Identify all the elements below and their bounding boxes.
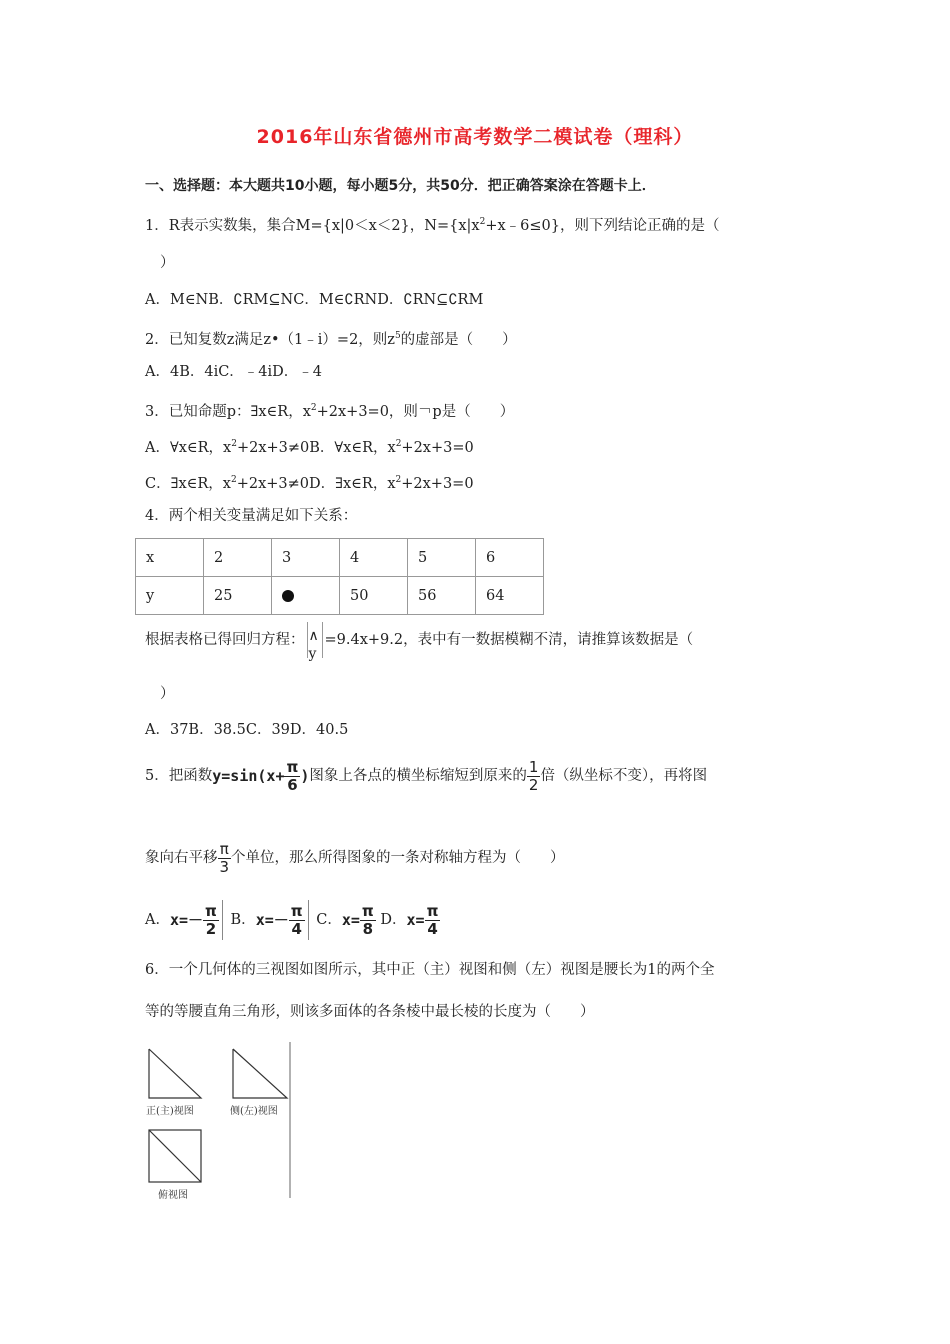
question-4-regression: 根据表格已得回归方程： ∧ y =9.4x+9.2，表中有一数据模糊不清，请推算该数据是（ [145, 622, 693, 658]
question-4-stem-end: ） [160, 686, 175, 702]
front-view-triangle [149, 1049, 201, 1098]
question-2-options: A．4B．4iC．﹣4iD．﹣4 [145, 364, 323, 380]
side-view-label: 侧(左)视图 [230, 1106, 278, 1117]
question-5-options: A．x=－ $\frac{\pi}{2}$ B．x=－ $\frac{\pi}{4}$ C．x= $\frac{\pi}{8}$ D．x= $\frac{\pi}{4}$ [145, 902, 439, 938]
section-heading: 一、选择题：本大题共10小题，每小题5分，共50分．把正确答案涂在答题卡上． [145, 178, 656, 194]
data-table [135, 538, 544, 615]
table-cell: 3 [272, 539, 340, 577]
fraction-pi-3: $\frac{\pi}{3}$ [219, 839, 230, 876]
table-cell: 64 [476, 577, 544, 615]
question-5-stem: 5．把函数y=sin(x+ $\frac{\pi}{6}$ )图象上各点的横坐标缩短到原来的 $\frac{1}{2}$ 倍（纵坐标不变），再将图 [145, 754, 707, 798]
table-cell: 2 [204, 539, 272, 577]
fraction-half: $\frac{1}{2}$ [528, 757, 539, 794]
function-formula: y=sin(x+ $\frac{\pi}{6}$ ) [212, 758, 310, 794]
table-cell: y [136, 577, 204, 615]
question-4-options: A．37B．38.5C．39D．40.5 [145, 722, 349, 738]
top-view-label: 俯视图 [158, 1190, 188, 1201]
table-cell: x [136, 539, 204, 577]
side-view-triangle [233, 1049, 287, 1098]
blurred-dot-icon [282, 590, 294, 602]
table-cell: 5 [408, 539, 476, 577]
page-title: 2016年山东省德州市高考数学二模试卷（理科） [256, 126, 694, 148]
table-cell: 50 [340, 577, 408, 615]
table-row [136, 539, 544, 577]
question-6-stem: 6．一个几何体的三视图如图所示，其中正（主）视图和侧（左）视图是腰长为1的两个全 [145, 962, 715, 978]
question-4-stem: 4．两个相关变量满足如下关系： [145, 508, 358, 524]
question-3-stem: 3．已知命题p：∃x∈R，$x^2+2x+3=0$，则￢p是（ ） [145, 403, 515, 420]
table-cell: 56 [408, 577, 476, 615]
table-cell: 6 [476, 539, 544, 577]
top-view-diagonal [149, 1130, 201, 1182]
question-1-options: A．M∈NB．∁RM⊆NC．M∈∁RND．∁RN⊆∁RM [145, 292, 484, 308]
front-view-label: 正(主)视图 [146, 1106, 194, 1117]
table-row [136, 577, 544, 615]
three-view-figure [140, 1040, 300, 1205]
table-cell: 4 [340, 539, 408, 577]
question-1-stem: 1．R表示实数集，集合M={x|0＜x＜2}，$N=\{x|x^2+x﹣6\le 0\}$，则下列结论正确的是（ [145, 217, 720, 234]
question-3-options-ab: A．∀x∈R，$x^2+2x+3\ne 0B$．∀x∈R，$x^2+2x+3=0$ [145, 439, 474, 456]
question-6-stem-cont: 等的等腰直角三角形，则该多面体的各条棱中最长棱的长度为（ ） [145, 1004, 595, 1020]
y-hat-symbol: ∧ y [307, 622, 323, 658]
table-cell-blurred [272, 577, 340, 615]
question-2-stem: 2．已知复数z满足z•（1﹣i）=2，则$z^5$的虚部是（ ） [145, 331, 517, 348]
question-5-stem-cont: 象向右平移 $\frac{\pi}{3}$ 个单位，那么所得图象的一条对称轴方程为（ ） [145, 839, 565, 876]
question-1-stem-end: ） [160, 255, 175, 271]
question-3-options-cd: C．∃x∈R，$x^2+2x+3\ne 0D$．∃x∈R，$x^2+2x+3=0$ [145, 475, 474, 492]
table-cell: 25 [204, 577, 272, 615]
